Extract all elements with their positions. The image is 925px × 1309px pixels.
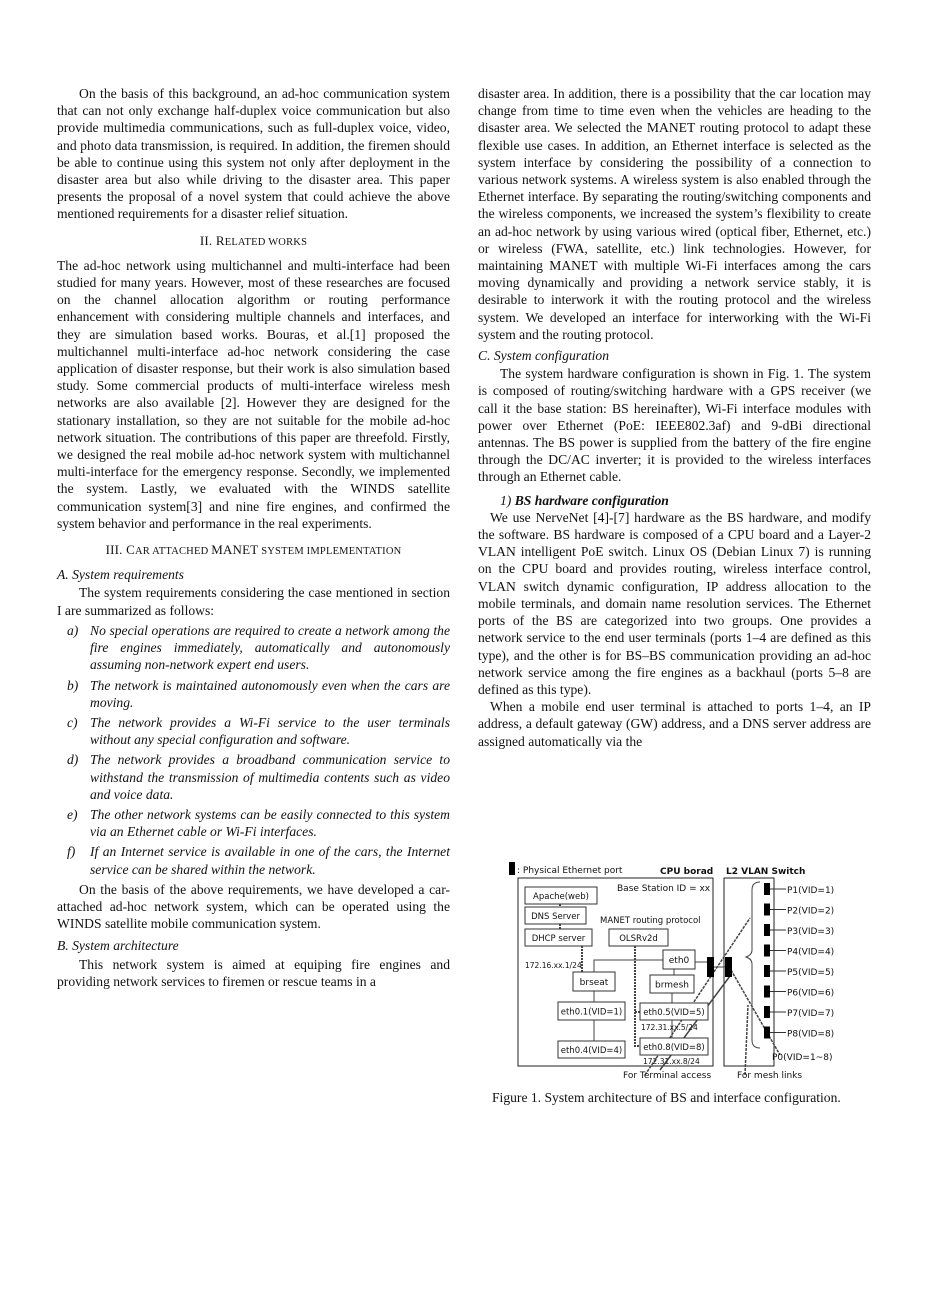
paragraph: On the basis of the above requirements, we have developed a car-attached ad-hoc network system, which can be operated using the WINDS satellite mobile communication system. [57,881,450,932]
right-column [478,85,871,750]
heading-text: BS hardware configuration [514,492,669,508]
heading-text: AR ATTACHED [134,546,212,558]
heading-text: III. C [105,542,135,558]
terminal-access-label: For Terminal access [623,1071,712,1081]
switch-port-icon [764,924,770,936]
port-p0-label: P0(VID=1~8) [772,1053,833,1063]
legend-text: : Physical Ethernet port [517,866,623,876]
port-label: P2(VID=2) [787,906,835,917]
heading-text: II. R [199,232,225,248]
heading-text: ELATED WORKS [224,236,308,248]
switch-port-icon [764,904,770,916]
left-column [57,85,450,990]
base-station-id: Base Station ID = xx [617,884,711,894]
item-marker: e) [67,806,78,822]
port-label: P8(VID=8) [787,1029,835,1040]
requirement-item [67,806,450,840]
figure-caption: Figure 1. System architecture of BS and interface configuration. [492,1090,841,1105]
switch-port-icon [764,883,770,895]
heading-text: SYSTEM IMPLEMENTATION [258,546,402,558]
paragraph: On the basis of this background, an ad-hoc communication system that can not only exchange half-duplex voice communication but also provide multimedia communications, such as full-duplex voice, video, and photo data transmission, is required. In addition, the firemen should be able to continue using this system not only after deployment in the disaster area but also while driving to the disaster area. This paper presents the proposal of a novel system that could achieve the above mentioned requirements for a disaster relief situation. [57,86,450,222]
requirement-item [67,714,450,748]
eth08-label: eth0.8(VID=8) [643,1043,705,1053]
switch-port-icon [764,965,770,977]
port-label: P3(VID=3) [787,927,835,937]
section-heading-implementation [57,541,450,560]
item-text: If an Internet service is available in one of the cars, the Internet service can be shared within the network. [90,844,450,877]
requirement-item [67,843,450,877]
apache-label: Apache(web) [533,892,589,902]
heading-number: 1) [500,492,512,508]
dhcp-label: DHCP server [531,934,586,944]
paragraph: The system requirements considering the case mentioned in section I are summarized as follows: [57,585,450,618]
brmesh-label: brmesh [655,980,689,991]
paragraph: The ad-hoc network using multichannel and multi-interface had been studied for many years. However, most of these researches are focused on the channel allocation algorithm or routing performance enhancement with considering multiple channels and interfaces, and they are simulation based works. Bouras, et al.[1] proposed the multichannel multi-interface ad-hoc network considering the case application of disaster response, but their work is also simulation based study. Some commercial products of multi-interface wireless mesh networks are also available [2]. However they are designed for the stationary installation, so they are not suitable for the mobile ad-hoc network situation. The contributions of this paper are threefold. Firstly, we designed the real mobile ad-hoc network system with multichannel multi-interface for the emergency response. Secondly, we implemented the system. Lastly, we evaluated with the WINDS satellite communication system[3] and nine fire engines, and confirmed the system behavior and performance in the real experiments. [57,257,450,531]
eth04-label: eth0.4(VID=4) [560,1046,623,1056]
switch-port-icon [764,1027,770,1039]
eth05-label: eth0.5(VID=5) [643,1008,705,1018]
port-label: P7(VID=7) [787,1009,835,1019]
dns-label: DNS Server [531,912,580,922]
figure-1-diagram [495,858,835,1083]
cpu-board-title: CPU borad [660,867,714,877]
requirement-item [67,677,450,711]
olsr-label: OLSRv2d [619,934,658,944]
ip-label: 172.16.xx.1/24 [525,961,582,970]
ip-label: 172.31.xx.8/24 [643,1057,700,1066]
item-marker: a) [67,622,79,638]
item-text: The network provides a Wi-Fi service to the user terminals without any special configuration and software. [90,714,450,748]
paragraph: When a mobile end user terminal is attached to ports 1–4, an IP address, a default gateway (GW) address, and a DNS server address are assigned automatically via the [478,699,871,749]
item-marker: c) [67,714,78,730]
requirement-item [67,751,450,803]
requirement-item [67,622,450,674]
switch-ethernet-port-icon [725,957,732,977]
paragraph: disaster area. In addition, there is a possibility that the car location may change from time to time even when the vehicles are heading to the disaster area. We selected the MANET routing protocol to adapt these flexible use cases. In addition, an Ethernet interface is selected as the system interface by considering the possibility of a connection to various network systems. A wireless system is also enabled through the Ethernet interface. By separating the routing/switching components and the wireless components, we increased the system’s flexibility to create an ad-hoc network by using various wired (optical fiber, Ethernet, etc.) or wireless (FWA, satellite, etc.) link technologies. However, for maintaining MANET with multiple Wi-Fi interfaces among the cars moving dynamically and providing a network service stably, it is desirable to interwork it with the routing protocol and the wireless system. We developed an interface for interworking with the Wi-Fi system and the routing protocol. [478,86,871,342]
item-marker: b) [67,677,79,693]
ip-label: 172.31.xx.5/24 [641,1023,698,1032]
item-text: No special operations are required to create a network among the fire engines immediately, automatically and autonomously assuming non-network expert end users. [90,622,450,673]
ethernet-port-legend-icon [509,862,515,875]
section-heading-related-works [57,232,450,251]
paragraph: We use NerveNet [4]-[7] hardware as the BS hardware, and modify the software. BS hardware is composed of a CPU board and a Layer-2 VLAN intelligent PoE switch. Linux OS (Debian Linux 7) is running on the CPU board and provides routing, wireless interface control, VLAN switch dynamic configuration, IP address allocation to the mobile terminals, and domain name resolution services. The Ethernet ports of the BS are categorized into two groups. One provides a network service to the end user terminals (ports 1–4 are defined as this type), and the other is for BS–BS communication providing an ad-hoc network service among the fire engines as a backhaul (ports 5–8 are defined as this type). [478,509,871,697]
brseat-label: brseat [579,978,609,988]
item-text: The other network systems can be easily connected to this system via an Ethernet cable or Wi-Fi interfaces. [90,806,450,840]
port-label: P1(VID=1) [787,886,835,896]
subsection-heading: B. System architecture [57,938,179,954]
item-text: The network is maintained autonomously even when the cars are moving. [90,677,450,710]
item-marker: d) [67,752,79,768]
requirements-list [57,622,450,878]
port-label: P5(VID=5) [787,968,835,978]
cpu-ethernet-port-icon [707,957,714,977]
switch-title: L2 VLAN Switch [726,867,806,877]
paragraph: The system hardware configuration is shown in Fig. 1. The system is composed of routing/switching hardware with a GPS receiver (we call it the base station: BS hereinafter), Wi-Fi interface modules with power over Ethernet (PoE: IEEE802.3af) and 9-dBi directional antennas. The BS power is supplied from the battery of the fire engine through the DC/AC inverter; it is provided to the wireless interfaces through an Ethernet cable. [478,366,871,485]
subsection-heading: C. System configuration [478,348,610,364]
eth01-label: eth0.1(VID=1) [560,1007,623,1018]
port-label: P4(VID=4) [787,947,835,958]
paragraph: This network system is aimed at equiping fire engines and providing network services to firemen or rescue teams in a [57,956,450,989]
item-marker: f) [67,844,76,860]
eth0-label: eth0 [668,956,690,966]
manet-label: MANET routing protocol [600,916,701,926]
switch-port-icon [764,986,770,998]
subsubsection-heading [500,492,871,509]
mesh-links-label: For mesh links [737,1071,803,1081]
switch-port-icon [764,1006,770,1018]
heading-text: MANET [211,542,259,558]
switch-port-icon [764,945,770,957]
port-label: P6(VID=6) [787,988,835,999]
item-text: The network provides a broadband communication service to withstand the transmission of multimedia contents such as video and voice data. [90,752,450,802]
subsection-heading: A. System requirements [57,567,184,583]
